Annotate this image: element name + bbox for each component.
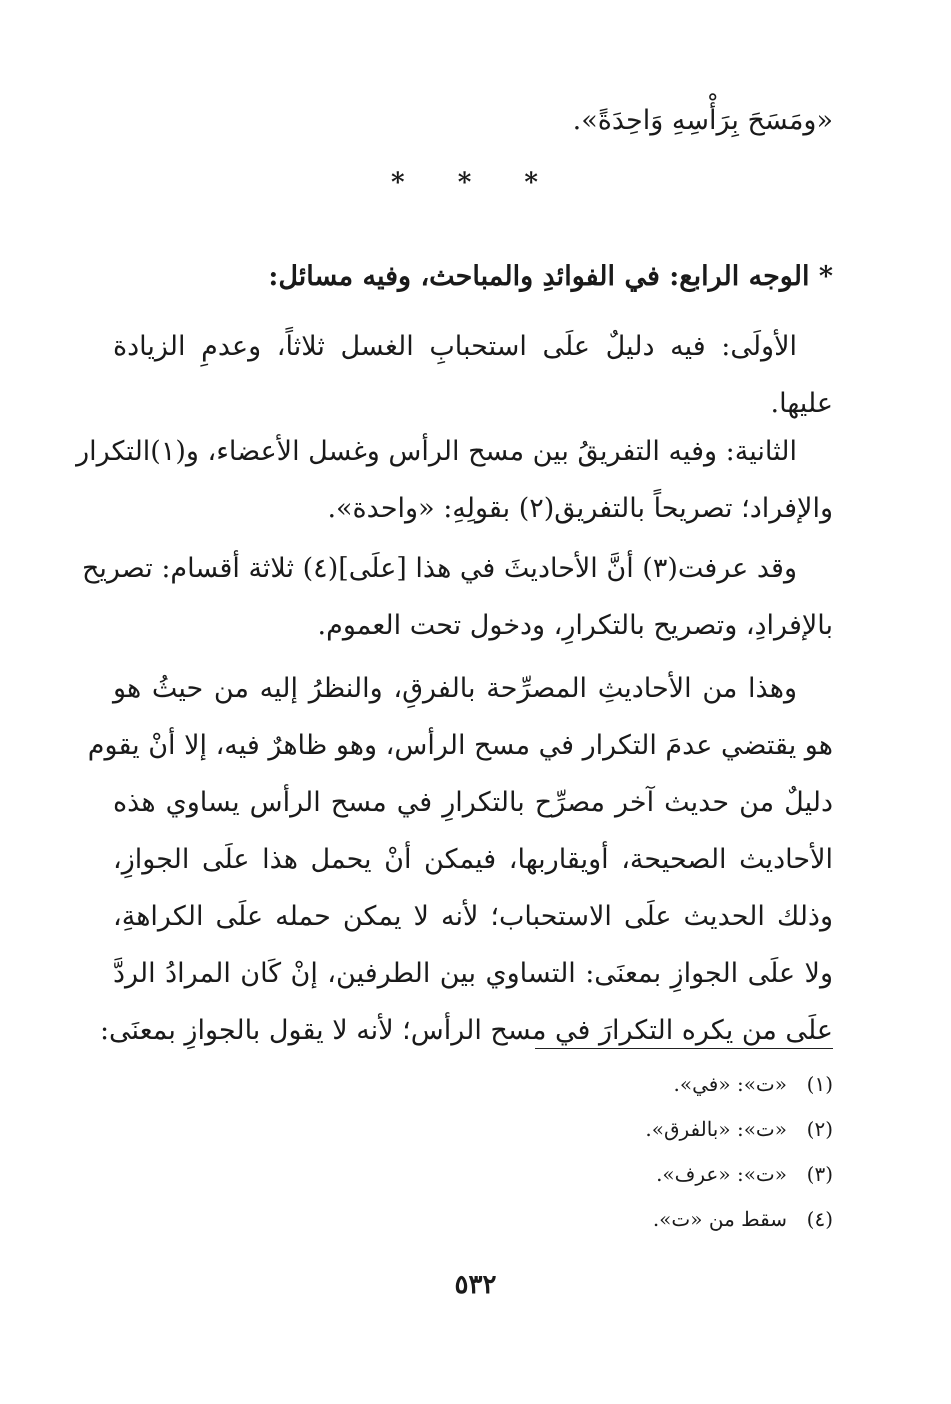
footnote-number: (٢)	[806, 1117, 833, 1141]
footnote-text: «ت»: «بالفرق».	[645, 1117, 787, 1141]
footnote-number: (١)	[806, 1072, 833, 1096]
hadith-quote: «ومَسَحَ بِرَأْسِهِ وَاحِدَةً».	[572, 105, 833, 136]
footnote-item	[113, 1107, 833, 1152]
paragraph-line: هو يقتضي عدمَ التكرار في مسح الرأس، وهو ظاهرٌ فيه، إلا أنْ يقوم	[87, 730, 833, 761]
paragraph-discussion	[87, 660, 833, 1059]
paragraph-line: وذلك الحديث علَى الاستحباب؛ لأنه لا يمكن حمله علَى الكراهةِ،	[113, 901, 833, 932]
paragraph-first-issue	[113, 318, 833, 432]
paragraph-line: الثانية: وفيه التفريقُ بين مسح الرأس وغسل الأعضاء، و(١)التكرار	[76, 436, 797, 467]
paragraph-line: ولا علَى الجوازِ بمعنَى: التساوي بين الطرفين، إنْ كَان المرادُ الردَّ	[113, 958, 833, 989]
paragraph-line: الأحاديث الصحيحة، أويقاربها، فيمكن أنْ يحمل هذا علَى الجوازِ،	[113, 844, 833, 875]
footnote-text: «ت»: «عرف».	[656, 1162, 787, 1186]
paragraph-line: دليلٌ من حديث آخر مصرِّح بالتكرارِ في مسح الرأس يساوي هذه	[113, 787, 833, 818]
paragraph-line: عليها.	[770, 388, 833, 419]
page-number: ٥٣٢	[454, 1270, 497, 1300]
footnotes	[113, 1062, 833, 1242]
footnote-text: سقط من «ت».	[652, 1207, 787, 1231]
footnote-text: «ت»: «في».	[673, 1072, 787, 1096]
footnote-item	[113, 1152, 833, 1197]
footnote-divider	[535, 1048, 833, 1049]
paragraph-line: وهذا من الأحاديثِ المصرِّحة بالفرقِ، والنظرُ إليه من حيثُ هو	[113, 673, 797, 704]
paragraph-line: بالإفرادِ، وتصريح بالتكرارِ، ودخول تحت العموم.	[317, 610, 833, 641]
paragraph-line: الأولَى: فيه دليلٌ علَى استحبابِ الغسل ثلاثاً، وعدمِ الزيادة	[113, 331, 797, 362]
section-separator: * * *	[391, 168, 560, 198]
footnote-item	[113, 1062, 833, 1107]
paragraph-second-issue	[76, 423, 833, 537]
footnote-number: (٤)	[806, 1207, 833, 1231]
paragraph-line: وقد عرفت(٣) أنَّ الأحاديثَ في هذا [علَى](٤) ثلاثة أقسام: تصريح	[81, 553, 797, 584]
section-heading: * الوجه الرابع: في الفوائدِ والمباحث، وفيه مسائل:	[268, 261, 833, 292]
paragraph-line: والإفراد؛ تصريحاً بالتفريق(٢) بقولِهِ: «واحدة».	[327, 493, 833, 524]
paragraph-line: علَى من يكره التكرارَ في مسح الرأس؛ لأنه لا يقول بالجوازِ بمعنَى:	[99, 1015, 833, 1046]
footnote-item	[113, 1197, 833, 1242]
paragraph-three-categories	[81, 540, 833, 654]
footnote-number: (٣)	[806, 1162, 833, 1186]
